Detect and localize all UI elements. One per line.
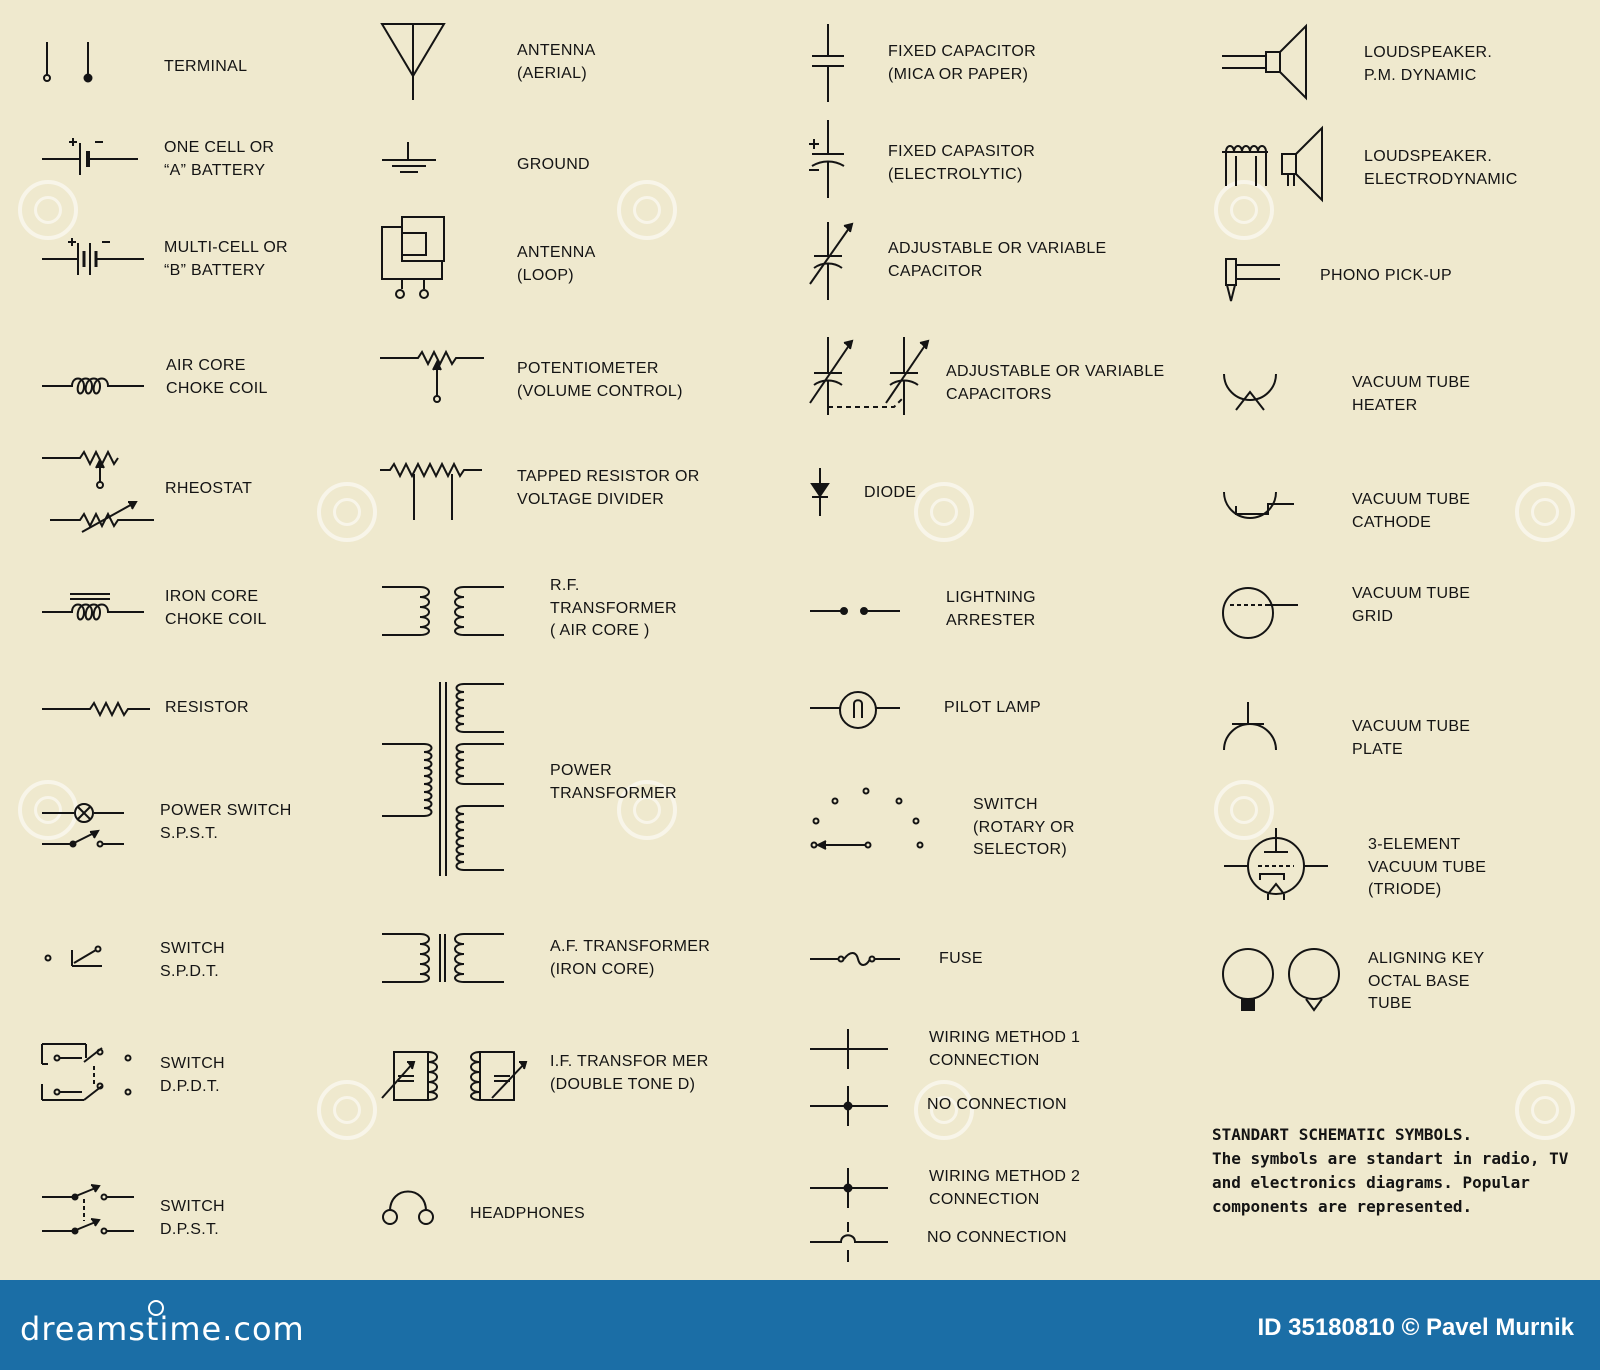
pilot-lamp-icon <box>808 690 904 732</box>
power-transformer-icon <box>380 680 510 880</box>
rotary-switch-label: SWITCH (ROTARY OR SELECTOR) <box>973 796 1075 858</box>
terminal-icon <box>40 38 100 88</box>
loudspeaker-pm-label: LOUDSPEAKER. P.M. DYNAMIC <box>1364 44 1493 84</box>
battery-multi-cell-icon <box>42 235 148 285</box>
variable-capacitor-icon <box>808 220 858 302</box>
triode-icon <box>1222 826 1332 902</box>
wiring-2-no-connection-label: NO CONNECTION <box>927 1229 1067 1246</box>
air-core-choke-icon <box>42 372 146 402</box>
fuse-label: FUSE <box>939 950 983 967</box>
rf-transformer-label: R.F. TRANSFORMER ( AIR CORE ) <box>550 577 677 639</box>
resistor-label: RESISTOR <box>165 699 249 716</box>
watermark-swirl-icon <box>317 1080 377 1140</box>
air-core-choke-label: AIR CORE CHOKE COIL <box>166 357 268 397</box>
switch-spdt-icon <box>42 940 108 974</box>
tapped-resistor-icon <box>380 462 490 522</box>
headphones-label: HEADPHONES <box>470 1205 586 1222</box>
af-transformer-label: A.F. TRANSFORMER (IRON CORE) <box>550 938 711 978</box>
wiring-1-connection-icon <box>808 1027 892 1071</box>
resistor-icon <box>42 698 154 720</box>
tube-grid-icon <box>1222 585 1302 641</box>
brand-logo[interactable]: dreamstime.com <box>20 1310 305 1348</box>
footer-bar <box>0 1280 1600 1370</box>
tube-heater-label: VACUUM TUBE HEATER <box>1352 374 1471 414</box>
wiring-2-connection-icon <box>808 1166 892 1210</box>
pilot-lamp-label: PILOT LAMP <box>944 699 1041 716</box>
tube-cathode-icon <box>1222 488 1298 538</box>
rf-transformer-icon <box>380 585 510 641</box>
lightning-arrester-label: LIGHTNING ARRESTER <box>946 589 1036 629</box>
rotary-switch-icon <box>808 785 928 855</box>
note-title: STANDART SCHEMATIC SYMBOLS. <box>1212 1125 1473 1144</box>
tube-grid-label: VACUUM TUBE GRID <box>1352 585 1471 625</box>
fixed-capacitor-icon <box>808 22 848 104</box>
wiring-2-connection-label: WIRING METHOD 2 CONNECTION <box>929 1168 1081 1208</box>
iron-core-choke-label: IRON CORE CHOKE COIL <box>165 588 267 628</box>
diode-label: DIODE <box>864 484 917 501</box>
power-switch-icon <box>42 800 142 850</box>
potentiometer-icon <box>380 350 490 406</box>
fixed-capacitor-label: FIXED CAPACITOR (MICA OR PAPER) <box>888 43 1036 83</box>
brand-swirl-icon <box>148 1300 164 1316</box>
phono-pickup-label: PHONO PICK-UP <box>1320 267 1452 284</box>
octal-key-label: ALIGNING KEY OCTAL BASE TUBE <box>1368 950 1485 1012</box>
triode-label: 3-ELEMENT VACUUM TUBE (TRIODE) <box>1368 836 1487 898</box>
switch-dpdt-icon <box>42 1040 142 1110</box>
octal-aligning-key-icon <box>1222 946 1346 1016</box>
loop-antenna-label: ANTENNA (LOOP) <box>517 244 596 284</box>
phono-pickup-icon <box>1222 255 1286 305</box>
tube-plate-icon <box>1222 700 1282 754</box>
watermark-swirl-icon <box>914 482 974 542</box>
sheet-note <box>1212 1123 1572 1219</box>
power-switch-label: POWER SWITCH S.P.S.T. <box>160 802 292 842</box>
wiring-1-no-connection-icon <box>808 1084 892 1128</box>
variable-capacitors-label: ADJUSTABLE OR VARIABLE CAPACITORS <box>946 363 1165 403</box>
electrolytic-capacitor-label: FIXED CAPASITOR (ELECTROLYTIC) <box>888 143 1036 183</box>
rheostat-label: RHEOSTAT <box>165 480 253 497</box>
watermark-swirl-icon <box>317 482 377 542</box>
wiring-2-no-connection-icon <box>808 1220 892 1264</box>
tube-plate-label: VACUUM TUBE PLATE <box>1352 718 1471 758</box>
note-line: The symbols are standart in radio, TV <box>1212 1149 1569 1168</box>
ground-icon <box>380 140 440 180</box>
fuse-icon <box>808 950 904 968</box>
tapped-resistor-label: TAPPED RESISTOR OR VOLTAGE DIVIDER <box>517 468 700 508</box>
loudspeaker-electro-label: LOUDSPEAKER. ELECTRODYNAMIC <box>1364 148 1518 188</box>
rheostat-icon <box>42 450 162 530</box>
lightning-arrester-icon <box>808 602 904 620</box>
note-line: and electronics diagrams. Popular <box>1212 1173 1530 1192</box>
note-line: components are represented. <box>1212 1197 1473 1216</box>
headphones-icon <box>380 1185 440 1235</box>
if-transformer-icon <box>380 1048 540 1106</box>
battery-one-cell-icon <box>42 135 142 185</box>
switch-dpst-icon <box>42 1185 138 1243</box>
one-cell-battery-label: ONE CELL OR “A” BATTERY <box>164 139 275 179</box>
watermark-swirl-icon <box>18 180 78 240</box>
power-transformer-label: POWER TRANSFORMER <box>550 762 677 802</box>
switch-dpst-label: SWITCH D.P.S.T. <box>160 1198 225 1238</box>
variable-capacitor-label: ADJUSTABLE OR VARIABLE CAPACITOR <box>888 240 1107 280</box>
potentiometer-label: POTENTIOMETER (VOLUME CONTROL) <box>517 360 683 400</box>
ground-label: GROUND <box>517 156 590 173</box>
switch-spdt-label: SWITCH S.P.D.T. <box>160 940 225 980</box>
antenna-icon <box>380 22 450 102</box>
multi-cell-battery-label: MULTI-CELL OR “B” BATTERY <box>164 239 288 279</box>
wiring-1-connection-label: WIRING METHOD 1 CONNECTION <box>929 1029 1081 1069</box>
loop-antenna-icon <box>380 215 450 305</box>
watermark-swirl-icon <box>1515 482 1575 542</box>
if-transformer-label: I.F. TRANSFOR MER (DOUBLE TONE D) <box>550 1053 709 1093</box>
af-transformer-icon <box>380 932 510 988</box>
terminal-label: TERMINAL <box>164 58 248 75</box>
loudspeaker-pm-icon <box>1222 22 1312 102</box>
switch-dpdt-label: SWITCH D.P.D.T. <box>160 1055 225 1095</box>
ganged-variable-capacitors-icon <box>808 335 944 421</box>
wiring-1-no-connection-label: NO CONNECTION <box>927 1096 1067 1113</box>
iron-core-choke-icon <box>42 590 146 624</box>
tube-heater-icon <box>1222 370 1282 422</box>
watermark-swirl-icon <box>617 180 677 240</box>
image-credit: ID 35180810 © Pavel Murnik <box>1257 1314 1574 1341</box>
tube-cathode-label: VACUUM TUBE CATHODE <box>1352 491 1471 531</box>
loudspeaker-electrodynamic-icon <box>1222 124 1332 204</box>
electrolytic-capacitor-icon <box>808 118 848 200</box>
diode-icon <box>808 466 838 518</box>
antenna-label: ANTENNA (AERIAL) <box>517 42 596 82</box>
